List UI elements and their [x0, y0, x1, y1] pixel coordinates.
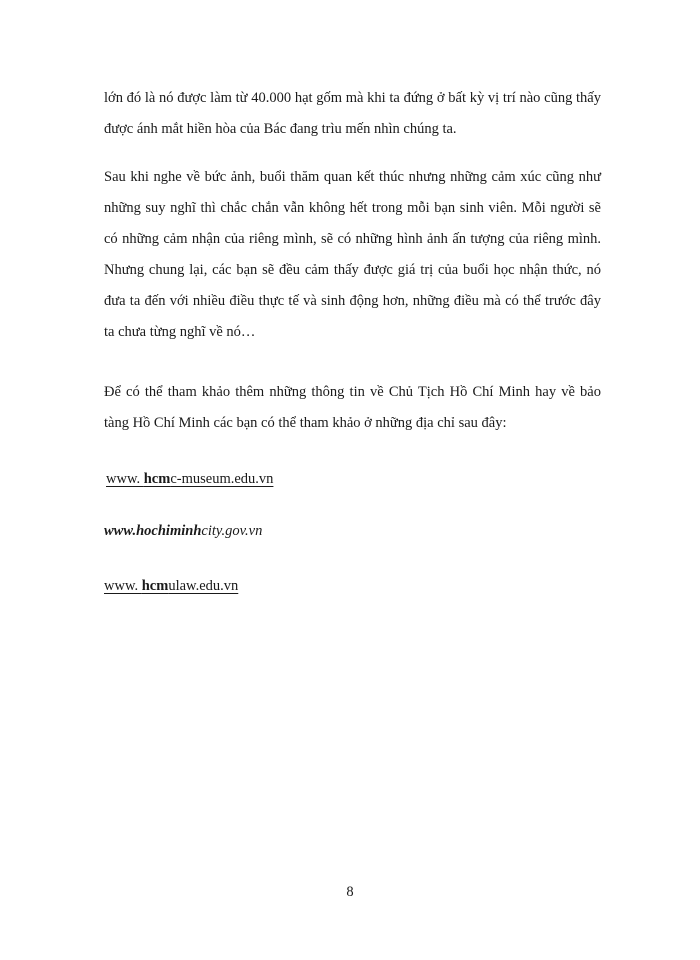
link-hcmc-museum-bold: hcm: [143, 471, 171, 487]
paragraph-mosaic-portrait: lớn đó là nó được làm từ 40.000 hạt gốm mà khi ta đứng ở bất kỳ vị trí nào cũng thấy được ánh mắt hiền hòa của Bác đang trìu mến nhìn chúng ta.: [104, 90, 601, 137]
paragraph-visit-conclusion: Sau khi nghe về bức ảnh, buổi thăm quan kết thúc nhưng những cảm xúc cũng như những suy nghĩ thì chắc chắn vẫn không hết trong mỗi bạn sinh viên. Mỗi người sẽ có những cảm nhận của riêng mình, sẽ có những hình ảnh ấn tượng của riêng mình. Nhưng chung lại, các bạn sẽ đều cảm thấy được giá trị của buổi học nhận thức, nó đưa ta đến với nhiều điều thực tế và sinh động hơn, những điều mà có thể trước đây ta chưa từng nghĩ về nó…: [104, 169, 601, 340]
link-hcmc-museum-prefix: www.: [106, 471, 144, 487]
link-hcmulaw-bold: hcm: [141, 578, 169, 594]
link-hochiminh-city[interactable]: [104, 521, 262, 541]
page-number: 8: [346, 884, 354, 900]
link-hcmc-museum-suffix: c-museum.edu.vn: [170, 471, 274, 487]
link-hcmulaw[interactable]: [104, 576, 248, 596]
link-hcmc-museum[interactable]: [106, 469, 283, 489]
paragraph-reference-intro: Để có thể tham khảo thêm những thông tin về Chủ Tịch Hồ Chí Minh hay về bảo tàng Hồ Chí Minh các bạn có thể tham khảo ở những địa chỉ sau đây:: [104, 384, 601, 431]
link-hcmulaw-suffix: ulaw.edu.vn: [168, 578, 239, 594]
link-hochiminh-city-suffix: city.gov.vn: [201, 523, 263, 539]
link-hochiminh-city-bold: www.hochiminh: [104, 523, 202, 539]
link-hcmulaw-prefix: www.: [104, 578, 142, 594]
